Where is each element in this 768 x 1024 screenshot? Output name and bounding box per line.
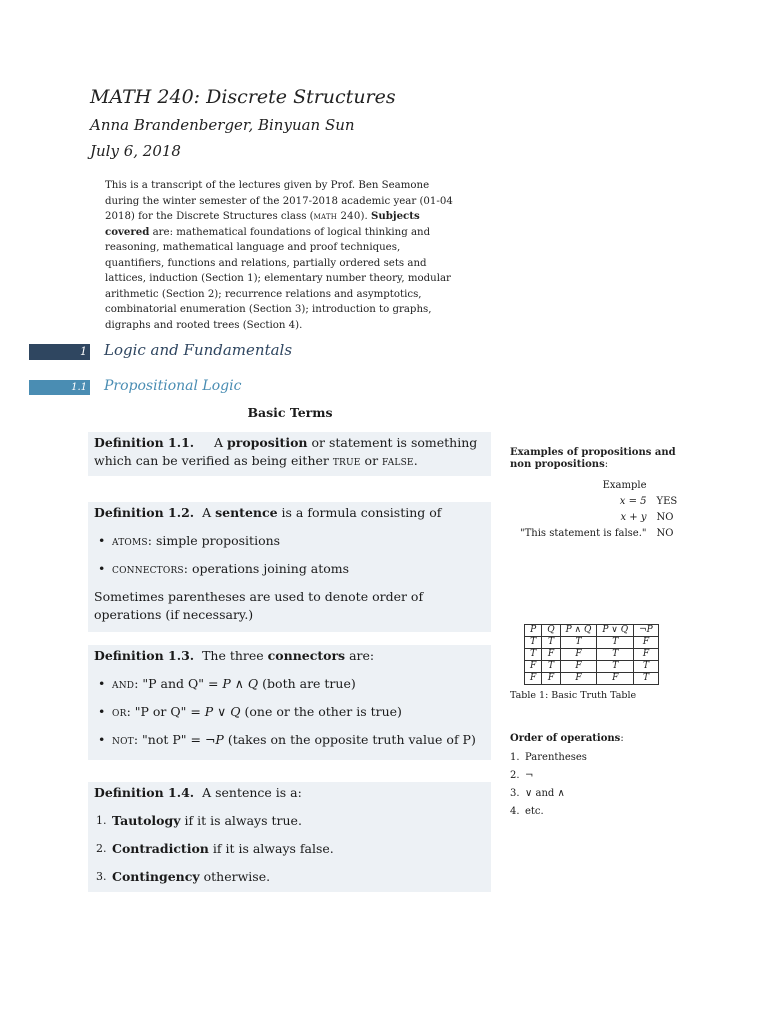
definition-1-2	[88, 502, 491, 632]
definition-1-1-text	[94, 434, 485, 470]
definition-text: .	[413, 453, 418, 468]
example-cell: "This statement is false."	[520, 528, 647, 539]
definition-1-3	[88, 645, 491, 760]
definition-text: The three	[202, 648, 268, 663]
item-number: 4.	[510, 806, 520, 817]
item-text: (both are true)	[258, 676, 356, 691]
true-keyword: true	[332, 453, 361, 468]
item-number: 1.	[510, 752, 520, 763]
item-text: Parentheses	[525, 752, 587, 763]
examples-table	[515, 478, 682, 542]
column-header: Q	[542, 625, 560, 637]
order-heading-colon: :	[620, 733, 624, 744]
item-keyword: or	[112, 704, 127, 719]
item-text: : "P and Q" =	[134, 676, 223, 691]
item-text: : simple propositions	[147, 533, 281, 548]
column-header: Example	[602, 480, 647, 491]
definition-heading: Definition 1.2.	[94, 505, 195, 520]
table-cell: T	[597, 661, 634, 673]
definition-term: proposition	[227, 435, 308, 450]
false-keyword: false	[382, 453, 414, 468]
item-number: 2.	[510, 770, 520, 781]
table-cell: F	[634, 649, 659, 661]
item-text: (one or the other is true)	[240, 704, 402, 719]
column-header: P ∨ Q	[597, 625, 634, 637]
item-keyword: and	[112, 676, 135, 691]
answer-cell: NO	[656, 528, 674, 539]
item-term: Contradiction	[112, 841, 209, 856]
item-number: 3.	[96, 870, 107, 883]
table-cell: T	[634, 661, 659, 673]
list-item	[94, 868, 485, 886]
table-cell: F	[560, 673, 597, 685]
item-term: Contingency	[112, 869, 200, 884]
item-number: 3.	[510, 788, 520, 799]
table-cell: T	[597, 637, 634, 649]
table-cell: F	[542, 673, 560, 685]
answer-cell: NO	[656, 512, 674, 523]
bullet-icon: •	[98, 676, 106, 691]
table-cell: T	[634, 673, 659, 685]
definition-text: A	[202, 505, 216, 520]
empty-cell	[652, 478, 683, 494]
table-cell: T	[525, 649, 542, 661]
truth-table-header	[525, 625, 659, 637]
date: July 6, 2018	[90, 142, 181, 160]
bullet-list	[94, 675, 485, 749]
example-cell: x = 5	[619, 496, 647, 507]
definition-note: Sometimes parentheses are used to denote order of operations (if necessary.)	[94, 589, 424, 622]
item-keyword: connectors	[112, 561, 184, 576]
column-header: P	[525, 625, 542, 637]
definition-1-4	[88, 782, 491, 892]
table-cell: F	[634, 637, 659, 649]
examples-heading	[510, 447, 690, 471]
answer-cell: YES	[656, 496, 678, 507]
definition-text: A sentence is a:	[202, 785, 302, 800]
table-row	[525, 637, 659, 649]
truth-table	[524, 624, 659, 685]
table-cell: F	[597, 673, 634, 685]
table-row	[525, 661, 659, 673]
item-text: if it is always true.	[180, 813, 302, 828]
definition-text: or	[360, 453, 383, 468]
list-item	[94, 675, 485, 693]
table-cell: F	[560, 661, 597, 673]
definition-text: A	[214, 435, 228, 450]
column-header: ¬P	[634, 625, 659, 637]
definition-1-2-text	[94, 504, 485, 522]
list-item	[94, 703, 485, 721]
definition-1-1	[88, 432, 491, 476]
table-row	[525, 649, 659, 661]
list-item	[94, 560, 485, 578]
order-of-operations-list	[510, 749, 587, 821]
item-text: : operations joining atoms	[183, 561, 350, 576]
order-heading-text: Order of operations	[510, 733, 621, 744]
item-text: ∨ and ∧	[525, 788, 565, 799]
abstract	[105, 178, 459, 333]
table-cell: F	[525, 673, 542, 685]
item-text: otherwise.	[199, 869, 271, 884]
document-title: MATH 240: Discrete Structures	[90, 86, 396, 108]
definition-heading: Definition 1.4.	[94, 785, 195, 800]
math-expression: P ∧ Q	[222, 676, 259, 691]
abstract-text-2: ).	[360, 211, 371, 222]
table-cell: F	[525, 661, 542, 673]
numbered-list	[94, 812, 485, 886]
table-row	[515, 526, 682, 542]
bullet-list	[94, 532, 485, 578]
column-header: P ∧ Q	[560, 625, 597, 637]
item-text: : "P or Q" =	[126, 704, 205, 719]
table-cell: T	[542, 637, 560, 649]
math-expression: ¬P	[204, 732, 224, 747]
table-cell: T	[525, 637, 542, 649]
table-row	[515, 510, 682, 526]
authors: Anna Brandenberger, Binyuan Sun	[90, 116, 355, 134]
course-code: math 240	[313, 211, 361, 222]
examples-heading-colon: :	[604, 459, 609, 470]
definition-1-4-text	[94, 784, 485, 802]
list-item	[510, 767, 587, 785]
subsection-title: Propositional Logic	[104, 378, 242, 394]
definition-term: connectors	[267, 648, 346, 663]
examples-heading-text: Examples of propositions and non propositions	[510, 447, 676, 470]
definition-text: is a formula consisting of	[277, 505, 442, 520]
example-cell: x + y	[620, 512, 647, 523]
item-term: Tautology	[112, 813, 181, 828]
table-cell: F	[560, 649, 597, 661]
abstract-text-1: This is a transcript of the lectures given by Prof. Ben Seamone during the winter semester of the 2017-2018 academic year (01-04 2018) for the Discrete Structures class (	[105, 180, 453, 222]
basic-terms-heading: Basic Terms	[247, 405, 333, 420]
subsection-number: 1.1	[71, 382, 87, 393]
item-text: : "not P" =	[133, 732, 205, 747]
section-title: Logic and Fundamentals	[104, 341, 293, 359]
list-item	[510, 803, 587, 821]
list-item	[94, 812, 485, 830]
table-cell: T	[560, 637, 597, 649]
abstract-text-3: are: mathematical foundations of logical thinking and reasoning, mathematical language and proof techniques, quantifiers, functions and relations, partially ordered sets and lattices, induction (Section 1); elementary number theory, modular arithmetic (Section 2); recurrence relations and asymptotics, combinatorial enumeration (Section 3); introduction to graphs, digraphs and rooted trees (Section 4).	[105, 226, 451, 331]
definition-text: are:	[345, 648, 375, 663]
list-item	[94, 731, 485, 749]
bullet-icon: •	[98, 704, 106, 719]
bullet-icon: •	[98, 561, 106, 576]
item-number: 2.	[96, 842, 107, 855]
truth-table-caption: Table 1: Basic Truth Table	[510, 690, 637, 701]
table-header-row	[515, 478, 682, 494]
order-of-operations-heading	[510, 733, 624, 744]
table-cell: T	[542, 661, 560, 673]
item-text: if it is always false.	[208, 841, 334, 856]
item-text: ¬	[525, 770, 534, 781]
item-number: 1.	[96, 814, 107, 827]
table-row	[515, 494, 682, 510]
list-item	[510, 785, 587, 803]
bullet-icon: •	[98, 533, 106, 548]
table-row	[525, 673, 659, 685]
list-item	[510, 749, 587, 767]
list-item	[94, 532, 485, 550]
item-text: (takes on the opposite truth value of P)	[223, 732, 476, 747]
definition-1-3-text	[94, 647, 485, 665]
subjects-covered-label: Subjects covered	[105, 210, 420, 238]
table-cell: F	[542, 649, 560, 661]
definition-term: sentence	[215, 505, 278, 520]
section-number: 1	[80, 345, 87, 358]
list-item	[94, 840, 485, 858]
item-text: etc.	[525, 806, 544, 817]
definition-heading: Definition 1.1.	[94, 435, 195, 450]
item-keyword: not	[112, 732, 134, 747]
definition-heading: Definition 1.3.	[94, 648, 195, 663]
definition-text: or statement is something which can be verified as being either	[94, 435, 478, 468]
math-expression: P ∨ Q	[204, 704, 241, 719]
bullet-icon: •	[98, 732, 106, 747]
table-cell: T	[597, 649, 634, 661]
item-keyword: atoms	[112, 533, 148, 548]
